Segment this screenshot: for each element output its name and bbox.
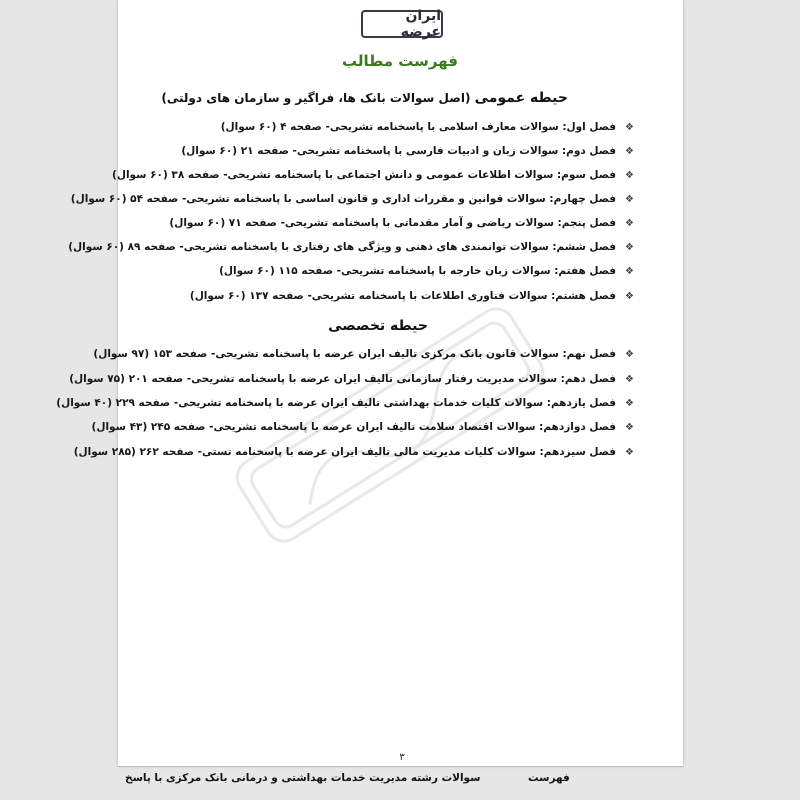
diamond-bullet-icon: ❖ [625,373,634,385]
toc-title: فهرست مطالب [342,52,458,70]
section-heading-specialized [328,318,428,334]
section-heading-sub: (اصل سوالات بانک ها، فراگیر و سازمان های دولتی) [161,91,475,105]
toc-entry-text: فصل اول: سوالات معارف اسلامی با پاسخنامه تشریحی- صفحه ۴ (۶۰ سوال) [220,121,617,133]
diamond-bullet-icon: ❖ [625,145,634,157]
toc-entry[interactable] [69,373,634,385]
section-heading-main: حیطه عمومی [474,90,568,106]
logo-text: ایران عرضه [400,8,441,40]
toc-entry-text: فصل نهم: سوالات قانون بانک مرکزی تالیف ایران عرضه با پاسخنامه تشریحی- صفحه ۱۵۳ (۹۷ سوال) [93,348,617,360]
toc-entry[interactable] [190,290,634,302]
toc-entry[interactable] [112,169,634,181]
toc-entry-text: فصل هفتم: سوالات زبان خارجه با پاسخنامه تشریحی- صفحه ۱۱۵ (۶۰ سوال) [219,265,617,277]
iran-arzeh-logo [361,10,443,38]
section-heading-main: حیطه تخصصی [328,318,428,334]
toc-entry[interactable] [56,397,634,409]
diamond-bullet-icon: ❖ [625,265,634,277]
toc-entry-text: فصل دوازدهم: سوالات اقتصاد سلامت تالیف ایران عرضه با پاسخنامه تشریحی- صفحه ۲۴۵ (۴۳ سوال) [91,421,617,433]
toc-entry-text: فصل ششم: سوالات توانمندی های ذهنی و ویژگی های رفتاری با پاسخنامه تشریحی- صفحه ۸۹ (۶۰ سوال) [68,241,617,253]
toc-entry-text: فصل هشتم: سوالات فناوری اطلاعات با پاسخنامه تشریحی- صفحه ۱۳۷ (۶۰ سوال) [189,290,617,302]
toc-entry-text: فصل سوم: سوالات اطلاعات عمومی و دانش اجتماعی با پاسخنامه تشریحی- صفحه ۳۸ (۶۰ سوال) [112,169,617,181]
footer-divider [118,766,683,767]
diamond-bullet-icon: ❖ [625,121,634,133]
footer-book-title: سوالات رشته مدیریت خدمات بهداشتی و درمانی بانک مرکزی با پاسخ [125,772,481,784]
diamond-bullet-icon: ❖ [625,169,634,181]
toc-entry[interactable] [71,193,634,205]
toc-entry-text: فصل یازدهم: سوالات کلیات خدمات بهداشتی تالیف ایران عرضه با پاسخنامه تشریحی- صفحه ۲۲۹ (۴۰ سوال) [56,397,617,409]
diamond-bullet-icon: ❖ [625,348,634,360]
footer-section-label: فهرست [528,772,570,784]
toc-entry-text: فصل دوم: سوالات زبان و ادبیات فارسی با پاسخنامه تشریحی- صفحه ۲۱ (۶۰ سوال) [181,145,617,157]
toc-entry-text: فصل پنجم: سوالات ریاضی و آمار مقدماتی با پاسخنامه تشریحی- صفحه ۷۱ (۶۰ سوال) [169,217,617,229]
section-heading-general [161,90,568,106]
diamond-bullet-icon: ❖ [625,421,634,433]
diamond-bullet-icon: ❖ [625,193,634,205]
diamond-bullet-icon: ❖ [625,397,634,409]
toc-entry-text: فصل چهارم: سوالات قوانین و مقررات اداری و قانون اساسی با پاسخنامه تشریحی- صفحه ۵۴ (۶۰ سوال) [70,193,617,205]
toc-entry[interactable] [68,241,634,253]
toc-entry[interactable] [74,446,634,458]
toc-entry-text: فصل سیزدهم: سوالات کلیات مدیریت مالی تالیف ایران عرضه با پاسخنامه تستی- صفحه ۲۶۲ (۲۸۵ سوال) [73,446,617,458]
toc-entry[interactable] [221,121,634,133]
toc-entry[interactable] [92,421,634,433]
toc-entry[interactable] [219,265,634,277]
toc-entry-text: فصل دهم: سوالات مدیریت رفتار سازمانی تالیف ایران عرضه با پاسخنامه تشریحی- صفحه ۲۰۱ (۷۵ سوال) [69,373,617,385]
diamond-bullet-icon: ❖ [625,241,634,253]
toc-entry[interactable] [169,217,634,229]
toc-entry[interactable] [93,348,634,360]
diamond-bullet-icon: ❖ [625,290,634,302]
page-number: ۳ [399,752,405,763]
diamond-bullet-icon: ❖ [625,446,634,458]
diamond-bullet-icon: ❖ [625,217,634,229]
toc-entry[interactable] [181,145,634,157]
